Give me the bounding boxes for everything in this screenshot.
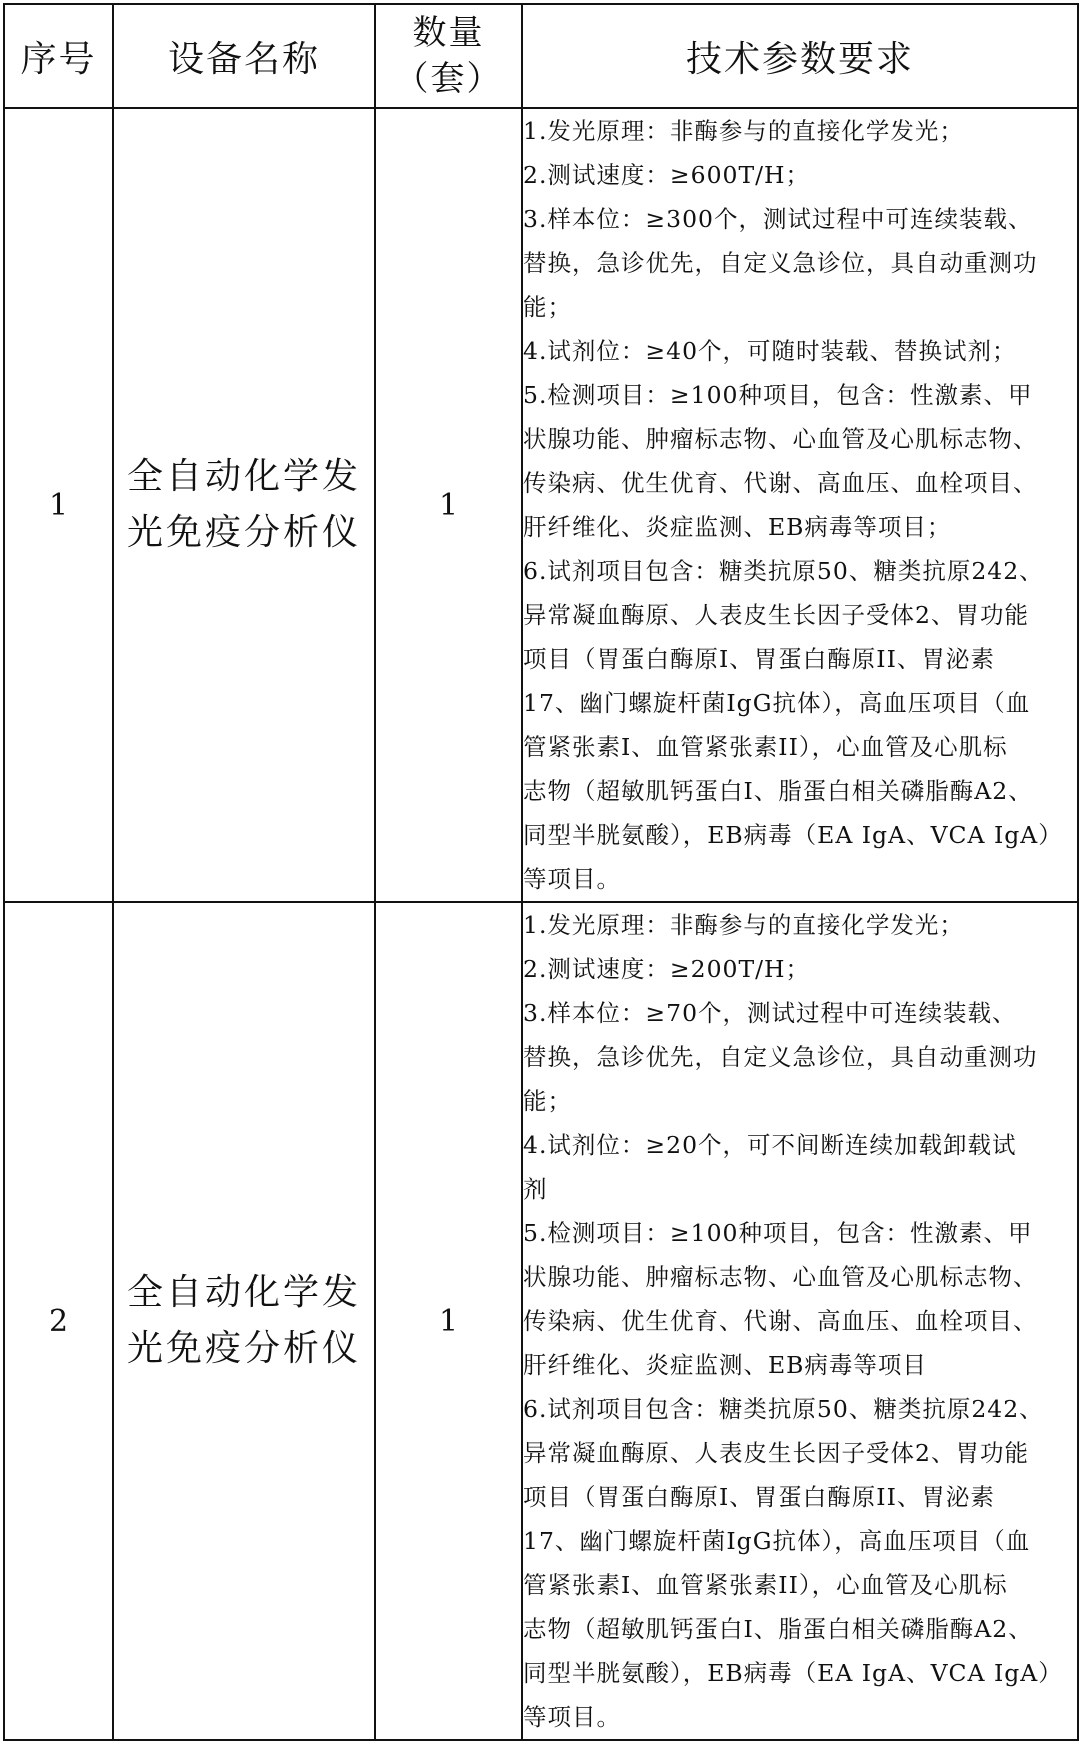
requirement-line: 状腺功能、肿瘤标志物、心血管及心肌标志物、 [523,1263,1038,1291]
header-qty-unit: （套） [394,59,503,99]
requirement-line: 2.测试速度：≥200T/H； [523,955,811,983]
requirement-line: 17、幽门螺旋杆菌IgG抗体），高血压项目（血 [523,689,1031,717]
requirement-line: 17、幽门螺旋杆菌IgG抗体），高血压项目（血 [523,1527,1031,1555]
header-qty-label: 数量 [412,13,485,53]
header-seq: 序号 [4,4,113,108]
requirement-line: 志物（超敏肌钙蛋白I、脂蛋白相关磷脂酶A2、 [523,777,1033,805]
requirement-line: 等项目。 [523,865,621,893]
requirement-line: 传染病、优生优育、代谢、高血压、血栓项目、 [523,469,1038,497]
requirement-line: 同型半胱氨酸），EB病毒（EA IgA、VCA IgA） [523,821,1063,849]
requirement-line: 肝纤维化、炎症监测、EB病毒等项目 [523,1351,927,1379]
requirement-line: 2.测试速度：≥600T/H； [523,161,811,189]
requirement-line: 能； [523,293,572,321]
device-name-line: 全自动化学发 [126,456,361,497]
table-row [4,108,1078,902]
requirement-line: 传染病、优生优育、代谢、高血压、血栓项目、 [523,1307,1038,1335]
requirement-line: 项目（胃蛋白酶原I、胃蛋白酶原II、胃泌素 [523,645,995,673]
row-qty: 1 [375,108,522,902]
requirement-line: 5.检测项目：≥100种项目，包含：性激素、甲 [523,381,1033,409]
requirement-line: 5.检测项目：≥100种项目，包含：性激素、甲 [523,1219,1033,1247]
requirement-line: 异常凝血酶原、人表皮生长因子受体2、胃功能 [523,601,1029,629]
row-seq: 2 [4,902,113,1740]
requirement-line: 能； [523,1087,572,1115]
requirement-line: 6.试剂项目包含：糖类抗原50、糖类抗原242、 [523,557,1044,585]
requirement-line: 6.试剂项目包含：糖类抗原50、糖类抗原242、 [523,1395,1044,1423]
header-qty [375,4,522,108]
row-requirements [522,902,1078,1740]
requirement-line: 管紧张素I、血管紧张素II），心血管及心肌标 [523,1571,1008,1599]
requirement-line: 异常凝血酶原、人表皮生长因子受体2、胃功能 [523,1439,1029,1467]
row-seq: 1 [4,108,113,902]
requirement-line: 1.发光原理：非酶参与的直接化学发光； [523,911,964,939]
equipment-spec-table [3,3,1079,1741]
row-device-name [113,108,375,902]
header-req: 技术参数要求 [522,4,1078,108]
header-row [4,4,1078,108]
requirement-line: 3.样本位：≥70个，测试过程中可连续装载、 [523,999,1017,1027]
row-device-name [113,902,375,1740]
row-qty: 1 [375,902,522,1740]
requirement-line: 替换，急诊优先，自定义急诊位，具自动重测功 [523,1043,1038,1071]
requirement-line: 替换，急诊优先，自定义急诊位，具自动重测功 [523,249,1038,277]
requirement-line: 剂 [523,1175,548,1203]
device-name-line: 光免疫分析仪 [126,1328,361,1369]
requirement-line: 1.发光原理：非酶参与的直接化学发光； [523,117,964,145]
requirement-line: 3.样本位：≥300个，测试过程中可连续装载、 [523,205,1033,233]
requirement-line: 项目（胃蛋白酶原I、胃蛋白酶原II、胃泌素 [523,1483,995,1511]
requirement-line: 同型半胱氨酸），EB病毒（EA IgA、VCA IgA） [523,1659,1063,1687]
table-row [4,902,1078,1740]
requirement-line: 4.试剂位：≥40个，可随时装载、替换试剂； [523,337,1017,365]
row-requirements [522,108,1078,902]
device-name-line: 全自动化学发 [126,1272,361,1313]
requirement-line: 管紧张素I、血管紧张素II），心血管及心肌标 [523,733,1008,761]
requirement-line: 等项目。 [523,1703,621,1731]
header-name: 设备名称 [113,4,375,108]
requirement-line: 肝纤维化、炎症监测、EB病毒等项目； [523,513,952,541]
requirement-line: 4.试剂位：≥20个，可不间断连续加载卸载试 [523,1131,1017,1159]
requirement-line: 状腺功能、肿瘤标志物、心血管及心肌标志物、 [523,425,1038,453]
requirement-line: 志物（超敏肌钙蛋白I、脂蛋白相关磷脂酶A2、 [523,1615,1033,1643]
device-name-line: 光免疫分析仪 [126,512,361,553]
